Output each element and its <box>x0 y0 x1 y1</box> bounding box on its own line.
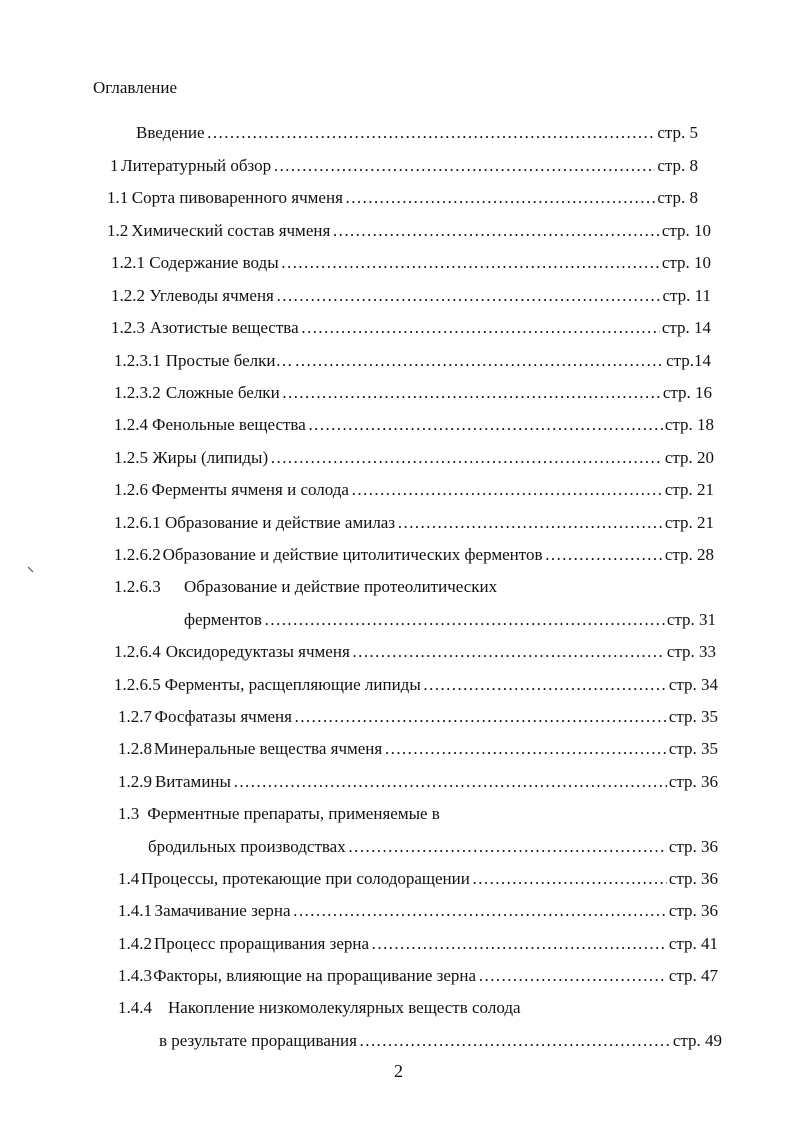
toc-entry-1-2-1[interactable] <box>111 252 711 274</box>
dot-leader <box>351 479 663 501</box>
toc-entry-title: Витамины <box>154 772 231 791</box>
toc-entry-number: 1.2.6 <box>114 480 148 499</box>
toc-entry-1-2-6-1[interactable] <box>114 512 714 534</box>
toc-entry-number: 1.2.7 <box>118 707 152 726</box>
toc-entry-title: Накопление низкомолекулярных веществ солода <box>168 998 521 1017</box>
toc-entry-page: стр. 36 <box>668 837 718 856</box>
toc-entry-title: Содержание воды <box>149 253 279 272</box>
toc-entry-number: 1.4.2 <box>118 934 152 953</box>
toc-entry-1-4[interactable] <box>118 868 718 890</box>
toc-entry-title: Оксидоредуктазы ячменя <box>165 642 350 661</box>
toc-entry-page: стр. 11 <box>662 286 711 305</box>
toc-entry-page: стр. 35 <box>668 707 718 726</box>
toc-entry-page: стр. 14 <box>661 318 711 337</box>
toc-entry-1-2-5[interactable] <box>114 447 714 469</box>
toc-entry-number: 1.3 <box>118 804 140 823</box>
toc-entry-title: Сложные белки <box>165 383 280 402</box>
toc-entry-page: стр. 18 <box>664 415 714 434</box>
dot-leader <box>276 285 661 307</box>
toc-entry-page: стр. 10 <box>661 221 711 240</box>
toc-entry-page: стр. 8 <box>657 188 698 207</box>
toc-entry-number: 1.2.4 <box>114 415 148 434</box>
toc-entry-title: Введение <box>136 123 205 142</box>
toc-entry-title: Фенольные вещества <box>152 415 306 434</box>
page-number: 2 <box>394 1061 403 1081</box>
toc-entry-title: Азотистые вещества <box>149 318 299 337</box>
toc-entry-title: Минеральные вещества ячменя <box>153 739 383 758</box>
toc-entry-page: стр. 8 <box>657 156 698 175</box>
dot-leader <box>544 544 662 566</box>
toc-entry-title: Ферментные препараты, применяемые в <box>147 804 440 823</box>
toc-entry-page: стр. 20 <box>664 448 714 467</box>
toc-entry-number: 1.2.5 <box>114 448 148 467</box>
toc-entry-1-3-line1[interactable] <box>118 803 440 825</box>
dot-leader <box>348 836 667 858</box>
toc-entry-number: 1.2.6.1 <box>114 513 161 532</box>
toc-entry-title: Сорта пивоваренного ячменя <box>131 188 343 207</box>
toc-entry-1-2-6-3-line2[interactable] <box>184 609 716 631</box>
toc-entry-number: 1.2 <box>107 221 129 240</box>
toc-entry-number: 1.4.4 <box>118 998 152 1017</box>
dot-leader <box>301 317 660 339</box>
toc-entry-title: Простые белки… <box>165 351 293 370</box>
toc-entry-number: 1.2.6.4 <box>114 642 161 661</box>
toc-entry-page: стр. 34 <box>668 675 718 694</box>
toc-entry-number: 1.2.6.2 <box>114 545 161 564</box>
toc-heading: Оглавление <box>93 78 177 97</box>
toc-entry-1-2-6-5[interactable] <box>114 674 718 696</box>
dot-leader <box>423 674 667 696</box>
toc-entry-title: Ферменты, расщепляющие липиды <box>164 675 421 694</box>
toc-entry-number: 1.2.3.1 <box>114 351 161 370</box>
toc-entry-number: 1.4 <box>118 869 140 888</box>
toc-entry-introduction[interactable] <box>136 122 698 144</box>
toc-entry-page: стр. 36 <box>668 772 718 791</box>
toc-entry-1-2-9[interactable] <box>118 771 718 793</box>
toc-entry-title: Ферменты ячменя и солода <box>151 480 349 499</box>
toc-entry-page: стр. 47 <box>668 966 718 985</box>
toc-entry-1-2-3-2[interactable] <box>114 382 712 404</box>
toc-entry-1-4-4-line2[interactable] <box>159 1030 722 1052</box>
dot-leader <box>332 220 660 242</box>
toc-entry-title: Химический состав ячменя <box>131 221 331 240</box>
toc-entry-page: стр. 21 <box>664 513 714 532</box>
dot-leader <box>233 771 667 793</box>
toc-entry-number: 1.1 <box>107 188 129 207</box>
dot-leader <box>264 609 665 631</box>
scan-speck <box>27 566 35 574</box>
toc-entry-title: Образование и действие амилаз <box>164 513 396 532</box>
dot-leader <box>273 155 655 177</box>
toc-entry-page: стр. 33 <box>666 642 716 661</box>
toc-entry-title: Процессы, протекающие при солодоращении <box>141 869 470 888</box>
toc-entry-page: стр. 21 <box>664 480 714 499</box>
toc-entry-page: стр. 41 <box>668 934 718 953</box>
dot-leader <box>397 512 663 534</box>
dot-leader <box>293 900 667 922</box>
toc-entry-number: 1.2.8 <box>118 739 152 758</box>
toc-entry-1[interactable] <box>110 155 698 177</box>
toc-entry-number: 1.2.3.2 <box>114 383 161 402</box>
toc-entry-page: стр. 36 <box>668 901 718 920</box>
toc-entry-title-continuation: в результате проращивания <box>159 1031 357 1050</box>
toc-entry-page: стр. 16 <box>662 383 712 402</box>
toc-entry-number: 1 <box>110 156 119 175</box>
dot-leader <box>294 350 664 372</box>
toc-entry-1-4-4-line1[interactable] <box>118 997 521 1019</box>
toc-entry-title: Образование и действие протеолитических <box>184 577 498 596</box>
dot-leader <box>352 641 665 663</box>
toc-entry-title: Углеводы ячменя <box>149 286 274 305</box>
toc-entry-number: 1.2.1 <box>111 253 145 272</box>
toc-entry-number: 1.2.6.5 <box>114 675 161 694</box>
dot-leader <box>207 122 656 144</box>
dot-leader <box>384 738 667 760</box>
toc-entry-page: стр. 28 <box>664 545 714 564</box>
dot-leader <box>345 187 655 209</box>
toc-entry-page: стр. 5 <box>657 123 698 142</box>
toc-entry-1-2-6-2[interactable] <box>114 544 714 566</box>
toc-entry-number: 1.4.3 <box>118 966 152 985</box>
toc-entry-page: стр. 36 <box>668 869 718 888</box>
toc-entry-page: стр.14 <box>666 351 711 370</box>
dot-leader <box>359 1030 671 1052</box>
toc-entry-title: Образование и действие цитолитических ферментов <box>162 545 543 564</box>
toc-entry-1-2-8[interactable] <box>118 738 718 760</box>
toc-entry-number: 1.2.3 <box>111 318 145 337</box>
toc-entry-1-2-3-1[interactable] <box>114 350 711 372</box>
toc-entry-title-continuation: ферментов <box>184 610 262 629</box>
toc-entry-title: Замачивание зерна <box>154 901 291 920</box>
dot-leader <box>472 868 667 890</box>
toc-entry-1-2-6[interactable] <box>114 479 714 501</box>
toc-entry-1-4-1[interactable] <box>118 900 718 922</box>
dot-leader <box>270 447 663 469</box>
dot-leader <box>281 252 660 274</box>
toc-entry-page: стр. 10 <box>661 253 711 272</box>
dot-leader <box>308 414 663 436</box>
dot-leader <box>294 706 667 728</box>
toc-entry-number: 1.2.6.3 <box>114 577 161 596</box>
toc-entry-number: 1.4.1 <box>118 901 152 920</box>
toc-entry-1-2[interactable] <box>107 220 711 242</box>
toc-entry-page: стр. 31 <box>666 610 716 629</box>
toc-entry-title: Жиры (липиды) <box>152 448 269 467</box>
dot-leader <box>478 965 667 987</box>
toc-entry-1-4-2[interactable] <box>118 933 718 955</box>
dot-leader <box>282 382 661 404</box>
toc-entry-1-2-2[interactable] <box>111 285 711 307</box>
toc-entry-title: Факторы, влияющие на проращивание зерна <box>153 966 477 985</box>
toc-entry-title: Процесс проращивания зерна <box>154 934 370 953</box>
toc-entry-page: стр. 49 <box>672 1031 722 1050</box>
toc-entry-1-2-4[interactable] <box>114 414 714 436</box>
toc-entry-1-4-3[interactable] <box>118 965 718 987</box>
toc-entry-1-2-6-3-line1[interactable] <box>114 576 497 598</box>
toc-entry-number: 1.2.2 <box>111 286 145 305</box>
toc-entry-1-3-line2[interactable] <box>148 836 718 858</box>
toc-entry-title: Литературный обзор <box>121 156 272 175</box>
toc-entry-1-2-3[interactable] <box>111 317 711 339</box>
toc-entry-1-1[interactable] <box>107 187 698 209</box>
dot-leader <box>371 933 667 955</box>
toc-entry-1-2-6-4[interactable] <box>114 641 716 663</box>
toc-entry-title: Фосфатазы ячменя <box>154 707 292 726</box>
toc-entry-1-2-7[interactable] <box>118 706 718 728</box>
toc-entry-number: 1.2.9 <box>118 772 152 791</box>
toc-entry-page: стр. 35 <box>668 739 718 758</box>
toc-entry-title-continuation: бродильных производствах <box>148 837 346 856</box>
